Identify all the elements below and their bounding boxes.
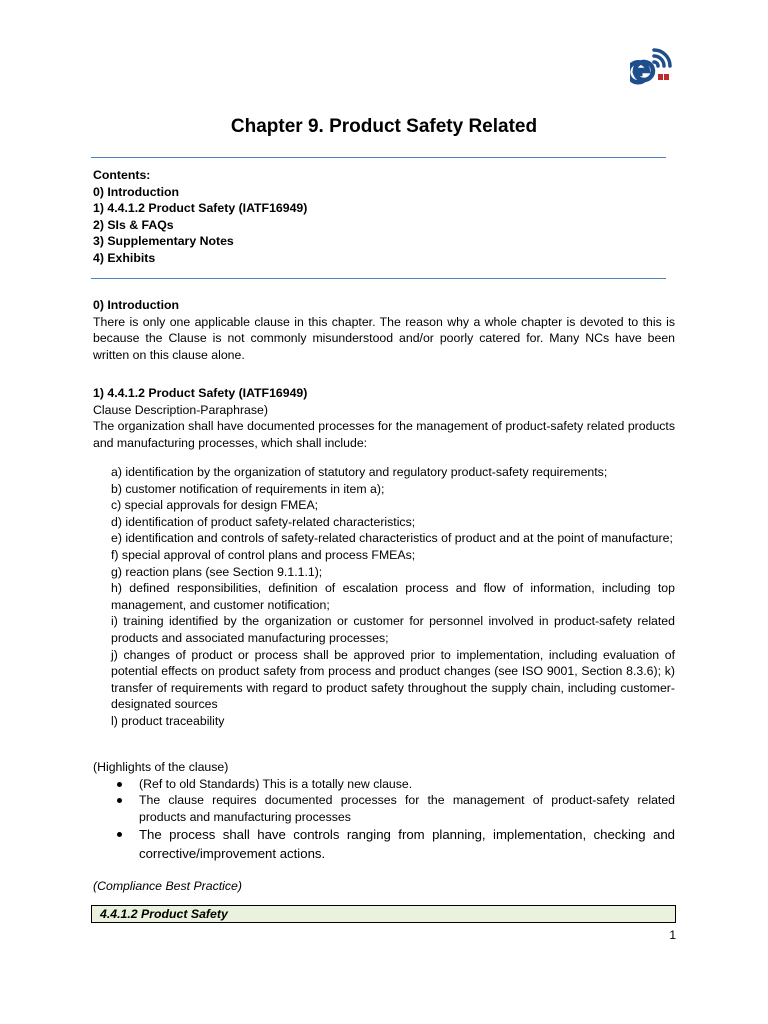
clause-heading: 1) 4.4.1.2 Product Safety (IATF16949) bbox=[93, 386, 308, 400]
compliance-table-header: 4.4.1.2 Product Safety bbox=[91, 905, 676, 923]
clause-body: The organization shall have documented processes for the management of product-safety related products and manufacturing processes, which shall include: bbox=[93, 419, 675, 450]
bullet-dot-icon bbox=[117, 798, 122, 803]
contents-heading: Contents: bbox=[93, 168, 151, 182]
highlight-text: The process shall have controls ranging from planning, implementation, checking and corrective/improvement actions. bbox=[139, 827, 675, 862]
requirement-item: f) special approval of control plans and process FMEAs; bbox=[111, 547, 416, 562]
requirement-item: b) customer notification of requirements in item a); bbox=[111, 481, 385, 496]
divider-bottom bbox=[91, 278, 666, 279]
requirement-item: h) defined responsibilities, definition of escalation process and flow of information, including top management, and customer notification; bbox=[111, 581, 675, 612]
bullet-dot-icon bbox=[117, 782, 122, 787]
highlights-list bbox=[93, 776, 675, 864]
highlight-bullet bbox=[93, 825, 675, 863]
clause-requirements-list bbox=[111, 464, 675, 730]
contents-item: 2) SIs & FAQs bbox=[93, 217, 174, 232]
requirement-item: j) changes of product or process shall be approved prior to implementation, including evaluation of potential effects on product safety from process and product changes (see ISO 9001, Section 8.3.6); k) transfer of requirements with regard to product safety throughout the supply chain, including customer-designated sources bbox=[111, 647, 675, 712]
contents-item: 3) Supplementary Notes bbox=[93, 234, 234, 249]
introduction-body: There is only one applicable clause in this chapter. The reason why a whole chapter is devoted to this is because the Clause is not commonly misunderstood and/or poorly catered for. Many NCs have been written on this clause alone. bbox=[93, 314, 675, 362]
requirement-item: l) product traceability bbox=[111, 713, 225, 728]
requirement-item: g) reaction plans (see Section 9.1.1.1); bbox=[111, 564, 323, 579]
bullet-dot-icon bbox=[117, 832, 122, 837]
divider-top bbox=[91, 157, 666, 158]
requirement-item: c) special approvals for design FMEA; bbox=[111, 498, 319, 513]
page-number: 1 bbox=[669, 928, 676, 942]
highlights-section bbox=[93, 759, 675, 863]
contents-section bbox=[93, 167, 675, 267]
introduction-heading: 0) Introduction bbox=[93, 298, 180, 312]
page-title: Chapter 9. Product Safety Related bbox=[230, 116, 538, 137]
highlights-heading: (Highlights of the clause) bbox=[93, 760, 229, 774]
contents-item: 1) 4.4.1.2 Product Safety (IATF16949) bbox=[93, 201, 308, 216]
clause-section bbox=[93, 385, 675, 451]
highlight-bullet bbox=[93, 792, 675, 825]
introduction-section bbox=[93, 297, 675, 363]
clause-subheading: Clause Description-Paraphrase) bbox=[93, 402, 268, 417]
requirement-item: i) training identified by the organization or customer for personnel involved in product-safety related products and associated manufacturing processes; bbox=[111, 614, 675, 645]
contents-item: 4) Exhibits bbox=[93, 250, 156, 265]
requirement-item: e) identification and controls of safety-related characteristics of product and at the point of manufacture; bbox=[111, 531, 673, 546]
e-wifi-logo-icon bbox=[630, 44, 674, 88]
highlight-text: (Ref to old Standards) This is a totally new clause. bbox=[139, 776, 413, 791]
highlight-text: The clause requires documented processes for the management of product-safety related products and manufacturing processes bbox=[139, 793, 675, 824]
compliance-heading: (Compliance Best Practice) bbox=[93, 879, 242, 893]
requirement-item: a) identification by the organization of statutory and regulatory product-safety requirements; bbox=[111, 465, 608, 479]
requirement-item: d) identification of product safety-related characteristics; bbox=[111, 514, 416, 529]
contents-item: 0) Introduction bbox=[93, 184, 180, 199]
highlight-bullet bbox=[93, 776, 675, 793]
